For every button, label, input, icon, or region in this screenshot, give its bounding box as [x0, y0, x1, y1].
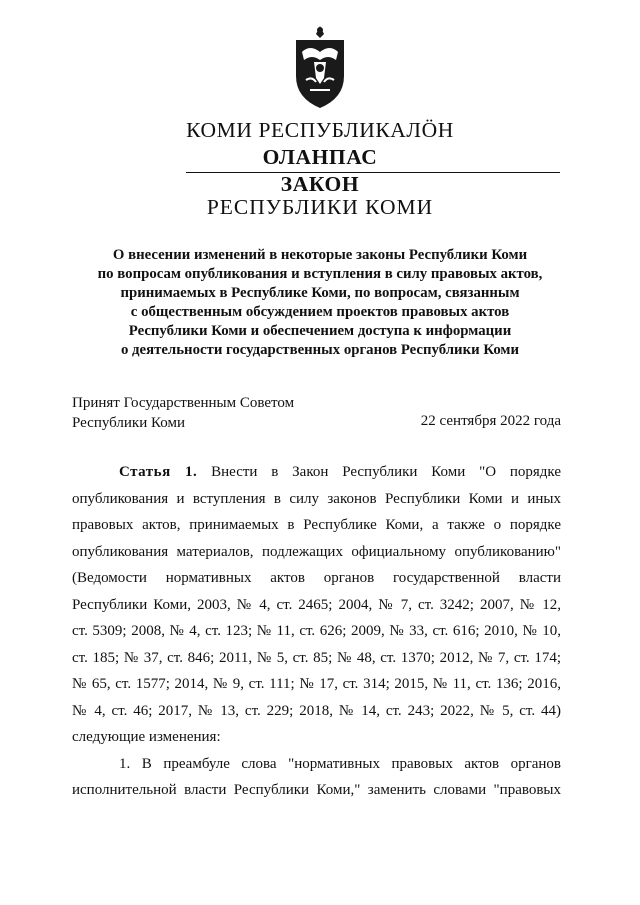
adoption-line: Принят Государственным Советом — [72, 395, 295, 411]
law-title-line: по вопросам опубликования и вступления в силу правовых актов, — [97, 266, 543, 282]
article-line: № 4, ст. 46; 2017, № 13, ст. 229; 2018, № 14, ст. 243; 2022, № 5, ст. 44) — [72, 702, 561, 719]
adoption-line: Республики Коми — [72, 414, 185, 431]
article-line: ст. 185; № 37, ст. 846; 2011, № 5, ст. 85; № 48, ст. 1370; 2012, № 7, ст. 174; — [72, 649, 561, 666]
law-title — [60, 246, 580, 360]
header-zakon: ЗАКОН — [280, 172, 360, 196]
law-title-line: с общественным обсуждением проектов правовых актов — [130, 304, 510, 320]
law-title-line: Республики Коми и обеспечением доступа к информации — [128, 323, 512, 339]
article-line: Республики Коми, 2003, № 4, ст. 2465; 2004, № 7, ст. 3242; 2007, № 12, — [72, 596, 561, 613]
header-republic: РЕСПУБЛИКИ КОМИ — [206, 195, 434, 219]
article-text — [72, 459, 561, 804]
coat-of-arms-icon — [288, 18, 352, 110]
article-line: правовых актов, принимаемых в Республике Коми, а также о порядке — [72, 517, 561, 533]
article-label: Статья 1. — [119, 464, 198, 480]
item-line: исполнительной власти Республики Коми," заменить словами "правовых — [72, 782, 561, 798]
law-title-line: о деятельности государственных органов Республики Коми — [120, 342, 520, 358]
adoption-body — [72, 394, 294, 433]
article-first-line — [72, 459, 561, 486]
adoption-date: 22 сентября 2022 года — [420, 413, 561, 429]
header-olanpas: ОЛАНПАС — [262, 145, 378, 169]
article-last-line: следующие изменения: — [72, 729, 221, 745]
article-line: ст. 5309; 2008, № 4, ст. 123; № 11, ст. 626; 2009, № 33, ст. 616; 2010, № 10, — [72, 623, 561, 639]
article-line: опубликования материалов, подлежащих официальному опубликованию" — [72, 543, 561, 560]
law-title-line: О внесении изменений в некоторые законы Республики Коми — [112, 247, 528, 263]
article-line: опубликования и вступления в силу законов Республики Коми и иных — [72, 490, 561, 507]
header-komi-name: КОМИ РЕСПУБЛИКАЛӦН — [186, 118, 454, 142]
article-line: (Ведомости нормативных актов органов государственной власти — [72, 570, 561, 586]
article-first-line-text: Внести в Закон Республики Коми "О порядке — [211, 464, 561, 480]
law-title-line: принимаемых в Республике Коми, по вопросам, связанным — [120, 285, 520, 301]
article-line: № 65, ст. 1577; 2014, № 9, ст. 111; № 17, ст. 314; 2015, № 11, ст. 136; 2016, — [72, 676, 561, 692]
item-line: 1. В преамбуле слова "нормативных правовых актов органов — [119, 755, 561, 772]
